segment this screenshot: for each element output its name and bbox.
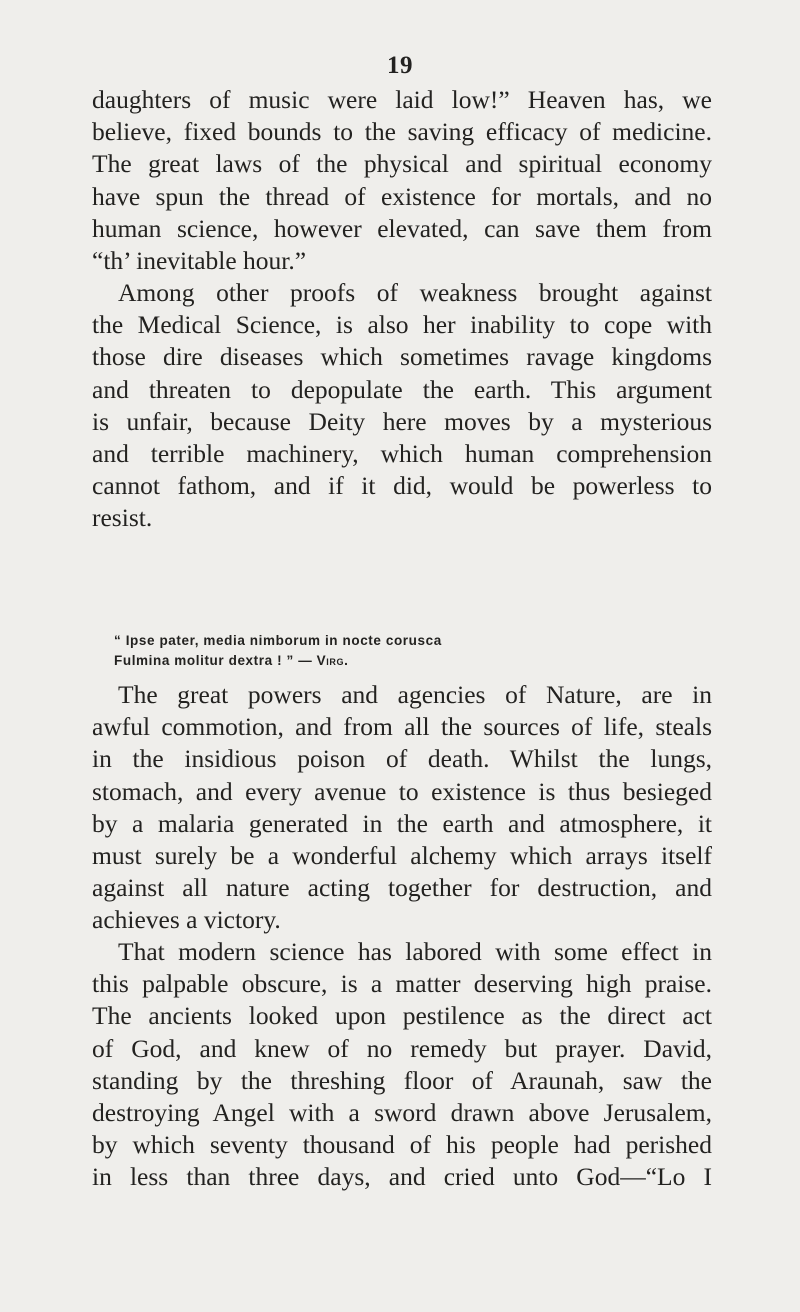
quote-attribution: Virg. xyxy=(316,653,349,668)
text-line: daughters of music were laid low!” Heaven has, we xyxy=(92,85,712,114)
text-line: those dire diseases which sometimes ravage kingdoms xyxy=(92,342,712,372)
quote-text: Fulmina molitur dextra ! ” — xyxy=(114,653,317,668)
text-line: The great powers and agencies of Nature, are in xyxy=(118,680,712,709)
text-line: The ancients looked upon pestilence as the direct act xyxy=(92,1001,712,1031)
text-line: stomach, and every avenue to existence is thus besieged xyxy=(92,776,712,806)
text-line: by which seventy thousand of his people had perished xyxy=(92,1130,712,1160)
text-line: this palpable obscure, is a matter deserving high praise. xyxy=(92,969,712,999)
text-line: resist. xyxy=(92,503,153,533)
text-line: must surely be a wonderful alchemy which arrays itself xyxy=(92,840,712,870)
text-line: “th’ inevitable hour.” xyxy=(92,245,307,275)
quote-line xyxy=(114,651,554,671)
text-line: and terrible machinery, which human comprehension xyxy=(92,438,712,468)
text-line: is unfair, because Deity here moves by a mysterious xyxy=(92,406,712,436)
text-line: have spun the thread of existence for mortals, and no xyxy=(92,181,712,211)
paragraph-2 xyxy=(92,277,712,535)
text-line: Among other proofs of weakness brought against xyxy=(118,278,712,307)
text-line: standing by the threshing floor of Araunah, saw the xyxy=(92,1065,712,1095)
text-line: against all nature acting together for destruction, and xyxy=(92,873,712,903)
text-line: awful commotion, and from all the sources of life, steals xyxy=(92,712,712,742)
text-line: in the insidious poison of death. Whilst the lungs, xyxy=(92,744,712,774)
text-line: the Medical Science, is also her inability to cope with xyxy=(92,310,712,340)
text-line: by a malaria generated in the earth and atmosphere, it xyxy=(92,808,712,838)
text-line: of God, and knew of no remedy but prayer. David, xyxy=(92,1033,712,1063)
text-line: in less than three days, and cried unto God—“Lo I xyxy=(92,1162,712,1192)
text-line: and threaten to depopulate the earth. This argument xyxy=(92,374,712,404)
paragraph-3 xyxy=(92,679,712,937)
paragraph-1 xyxy=(92,84,712,277)
text-line: The great laws of the physical and spiritual economy xyxy=(92,149,712,179)
text-line: cannot fathom, and if it did, would be powerless to xyxy=(92,471,712,501)
page-number: 19 xyxy=(387,52,413,79)
latin-quotation xyxy=(114,631,554,671)
quote-line: “ Ipse pater, media nimborum in nocte corusca xyxy=(114,633,442,648)
text-line: That modern science has labored with some effect in xyxy=(118,937,712,966)
text-line: achieves a victory. xyxy=(92,905,281,935)
text-line: destroying Angel with a sword drawn above Jerusalem, xyxy=(92,1097,712,1127)
text-line: human science, however elevated, can save them from xyxy=(92,213,712,243)
text-line: believe, fixed bounds to the saving efficacy of medicine. xyxy=(92,117,712,147)
paragraph-4 xyxy=(92,936,712,1194)
